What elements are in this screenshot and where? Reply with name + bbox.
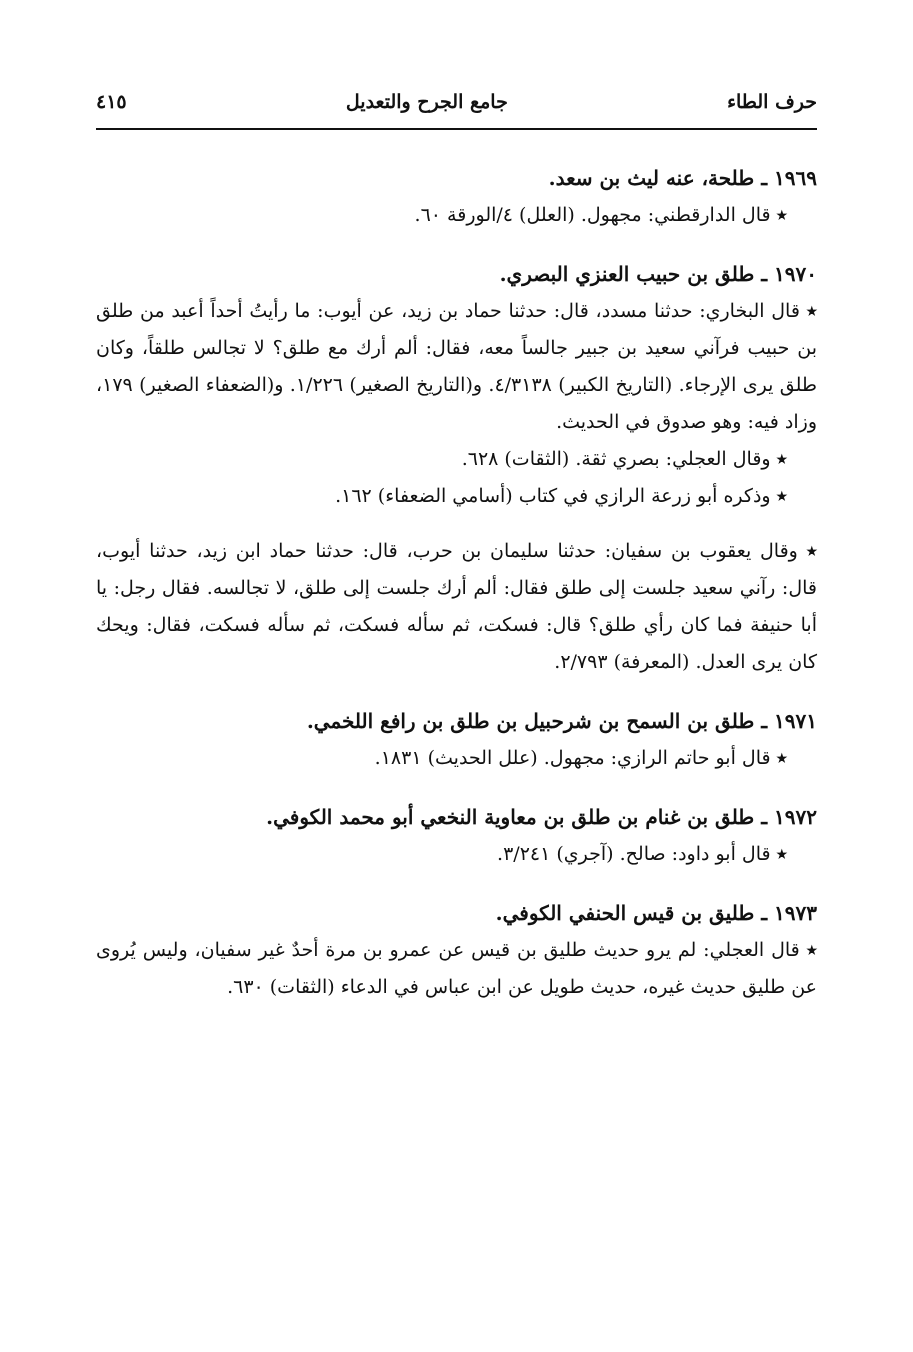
entry-number: ١٩٧٠ <box>774 262 817 286</box>
asterisk-icon: ٭ <box>776 747 787 769</box>
entry-paragraph: ٭ قال البخاري: حدثنا مسدد، قال: حدثنا حماد بن زيد، عن أيوب: ما رأيتُ أحداً أعبد من طلق بن حبيب فرآني سعيد بن جبير جالساً معه، فقال: ألم أرك مع طلق؟ لا تجالس طلقاً، وكان طلق يرى الإرجاء. (التاريخ الكبير) ٤/٣١٣٨. و(التاريخ الصغير) ١/٢٢٦. و(الضعفاء الصغير) ١٧٩، وزاد فيه: وهو صدوق في الحديث. <box>96 300 817 433</box>
chapter-title: حرف الطاء <box>727 91 817 113</box>
entry-paragraph: ٭ قال العجلي: لم يرو حديث طليق بن قيس عن عمرو بن مرة أحدٌ غير سفيان، وليس يُروى عن طليق حديث غيره، حديث طويل عن ابن عباس في الدعاء (الثقات) ٦٣٠. <box>96 939 817 998</box>
entry-paragraph: ٭ قال أبو داود: صالح. (آجري) ٣/٢٤١. <box>497 843 787 865</box>
entry-heading: ١٩٧١ ـ طلق بن السمح بن شرحبيل بن طلق بن رافع اللخمي. <box>306 709 817 733</box>
entry-paragraph: ٭ قال الدارقطني: مجهول. (العلل) ٤/الورقة ٦٠. <box>414 204 787 226</box>
asterisk-icon: ٭ <box>806 540 817 562</box>
entry-name: طلق بن حبيب العنزي البصري. <box>499 262 755 286</box>
entry-1969 <box>96 160 817 234</box>
entry-paragraph: ٭ وذكره أبو زرعة الرازي في كتاب (أسامي الضعفاء) ١٦٢. <box>335 485 787 507</box>
entry-paragraph: ٭ وقال يعقوب بن سفيان: حدثنا سليمان بن حرب، قال: حدثنا حماد ابن زيد، حدثنا أيوب، قال: رآني سعيد جلست إلى طلق فقال: ألم أرك جلست إلى طلق، لا تجالسه. فقال رجل: يا أبا حنيفة فما كان رأي طلق؟ قال: فسكت، ثم سأله فسكت، ثم سأله فسكت، فقال: ويحك كان يرى العدل. (المعرفة) ٢/٧٩٣. <box>96 540 817 673</box>
entry-paragraph: ٭ قال أبو حاتم الرازي: مجهول. (علل الحديث) ١٨٣١. <box>374 747 787 769</box>
entry-name: طلحة، عنه ليث بن سعد. <box>548 166 755 190</box>
asterisk-icon: ٭ <box>776 485 787 507</box>
page-header <box>96 82 817 130</box>
entry-number: ١٩٧٣ <box>774 901 817 925</box>
entry-1972 <box>96 799 817 873</box>
entry-heading: ١٩٧٣ ـ طليق بن قيس الحنفي الكوفي. <box>495 901 817 925</box>
asterisk-icon: ٭ <box>776 448 787 470</box>
entry-name: طلق بن السمح بن شرحبيل بن طلق بن رافع اللخمي. <box>306 709 755 733</box>
entry-name: طلق بن غنام بن طلق بن معاوية النخعي أبو محمد الكوفي. <box>266 805 755 829</box>
entry-1970 <box>96 256 817 681</box>
entry-heading: ١٩٦٩ ـ طلحة، عنه ليث بن سعد. <box>548 166 817 190</box>
entry-number: ١٩٧٢ <box>774 805 817 829</box>
asterisk-icon: ٭ <box>806 939 817 961</box>
entry-heading: ١٩٧٠ ـ طلق بن حبيب العنزي البصري. <box>499 262 817 286</box>
asterisk-icon: ٭ <box>776 204 787 226</box>
entry-number: ١٩٦٩ <box>774 166 817 190</box>
entry-paragraph: ٭ وقال العجلي: بصري ثقة. (الثقات) ٦٢٨. <box>461 448 787 470</box>
entry-heading: ١٩٧٢ ـ طلق بن غنام بن طلق بن معاوية النخعي أبو محمد الكوفي. <box>266 805 817 829</box>
entry-1973 <box>96 895 817 1006</box>
page-number: ٤١٥ <box>96 91 127 113</box>
entry-1971 <box>96 703 817 777</box>
book-title: جامع الجرح والتعديل <box>345 91 508 113</box>
page-body <box>96 160 817 1028</box>
entry-number: ١٩٧١ <box>774 709 817 733</box>
asterisk-icon: ٭ <box>776 843 787 865</box>
entry-name: طليق بن قيس الحنفي الكوفي. <box>495 901 755 925</box>
asterisk-icon: ٭ <box>806 300 817 322</box>
